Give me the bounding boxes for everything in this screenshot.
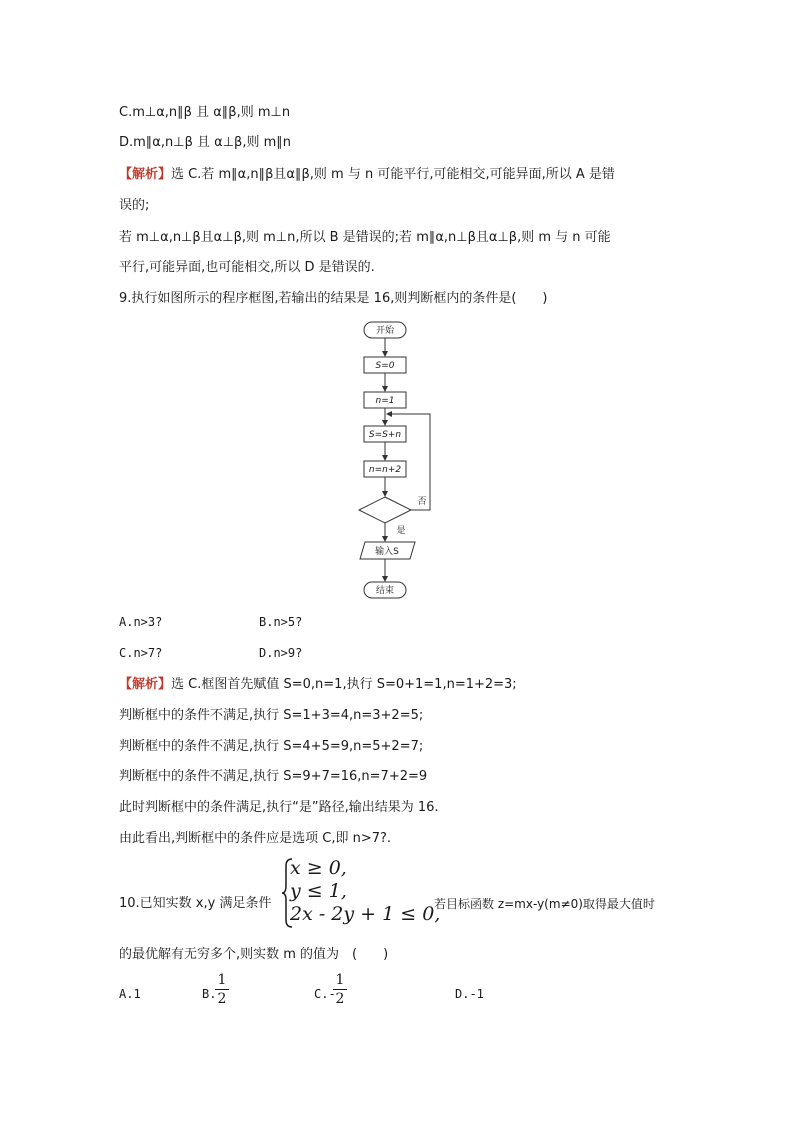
q8-option-c: C.m⊥α,n∥β 且 α∥β,则 m⊥n: [119, 105, 291, 120]
flowchart-output-label: 输入S: [375, 547, 399, 557]
flowchart-start-label: 开始: [375, 326, 395, 336]
fraction-numerator: 1: [335, 972, 345, 988]
q9-option-b: B.n>5?: [259, 615, 303, 629]
fraction-bar: [333, 989, 347, 990]
q9-analysis-line-1: [119, 676, 517, 694]
q10-option-c-fraction: [333, 972, 347, 1007]
flowchart-n-update-label: n=n+2: [368, 465, 402, 475]
flowchart-end-label: 结束: [375, 586, 395, 596]
q8-analysis-line-3: 若 m⊥α,n⊥β且α⊥β,则 m⊥n,所以 B 是错误的;若 m∥α,n⊥β且α⊥β,则 m 与 n 可能: [119, 230, 611, 245]
q8-analysis-line-2: 误的;: [119, 198, 150, 213]
q10-prefix: 10.已知实数 x,y 满足条件: [119, 896, 272, 911]
q9-option-c: C.n>7?: [119, 646, 163, 660]
q8-analysis-line-1: [119, 166, 615, 184]
fraction-denominator: 2: [335, 991, 345, 1007]
constraint-2: y ≤ 1,: [290, 880, 347, 902]
flowchart-s-update-label: S=S+n: [368, 430, 402, 440]
q9-analysis-line-5: 此时判断框中的条件满足,执行“是”路径,输出结果为 16.: [119, 800, 439, 815]
constraint-system: [290, 857, 440, 926]
constraint-3: 2x - 2y + 1 ≤ 0,: [290, 903, 441, 925]
q10-option-b-fraction: [215, 972, 229, 1007]
q9-question: 9.执行如图所示的程序框图,若输出的结果是 16,则判断框内的条件是( ): [119, 291, 548, 306]
fraction-numerator: 1: [217, 972, 227, 988]
q10-suffix: 若目标函数 z=mx-y(m≠0)取得最大值时: [434, 897, 655, 911]
q10-option-b-prefix: B.: [202, 987, 217, 1001]
q9-option-d: D.n>9?: [259, 646, 303, 660]
q8-analysis-line-4: 平行,可能异面,也可能相交,所以 D 是错误的.: [119, 260, 375, 275]
flowchart-decision-diamond: [359, 497, 411, 523]
q9-analysis-text-1: 选 C.框图首先赋值 S=0,n=1,执行 S=0+1=1,n=1+2=3;: [171, 677, 517, 692]
fraction-bar: [215, 989, 229, 990]
flowchart-n-init-label: n=1: [375, 396, 395, 406]
analysis-tag: 【解析】: [119, 167, 172, 182]
flowchart-diagram: [350, 318, 470, 608]
q10-option-c-prefix: C.-: [314, 987, 336, 1001]
q8-option-d: D.m∥α,n⊥β 且 α⊥β,则 m∥n: [119, 135, 291, 150]
q9-analysis-line-2: 判断框中的条件不满足,执行 S=1+3=4,n=3+2=5;: [119, 708, 424, 723]
flowchart-s-init-label: S=0: [375, 361, 395, 371]
flowchart-no-label: 否: [417, 497, 427, 507]
q10-option-a: A.1: [119, 987, 141, 1001]
constraint-1: x ≥ 0,: [290, 857, 347, 879]
q9-analysis-line-4: 判断框中的条件不满足,执行 S=9+7=16,n=7+2=9: [119, 769, 428, 784]
q9-analysis-line-3: 判断框中的条件不满足,执行 S=4+5=9,n=5+2=7;: [119, 739, 424, 754]
q9-option-a: A.n>3?: [119, 615, 163, 629]
q8-analysis-text-1: 选 C.若 m∥α,n∥β且α∥β,则 m 与 n 可能平行,可能相交,可能异面,所以 A 是错: [171, 167, 615, 182]
analysis-tag: 【解析】: [119, 677, 172, 692]
q9-analysis-line-6: 由此看出,判断框中的条件应是选项 C,即 n>7?.: [119, 831, 392, 846]
q10-option-d: D.-1: [455, 987, 484, 1001]
flowchart-yes-label: 是: [396, 526, 406, 536]
q10-line-2: 的最优解有无穷多个,则实数 m 的值为 ( ): [119, 947, 389, 962]
fraction-denominator: 2: [217, 991, 227, 1007]
